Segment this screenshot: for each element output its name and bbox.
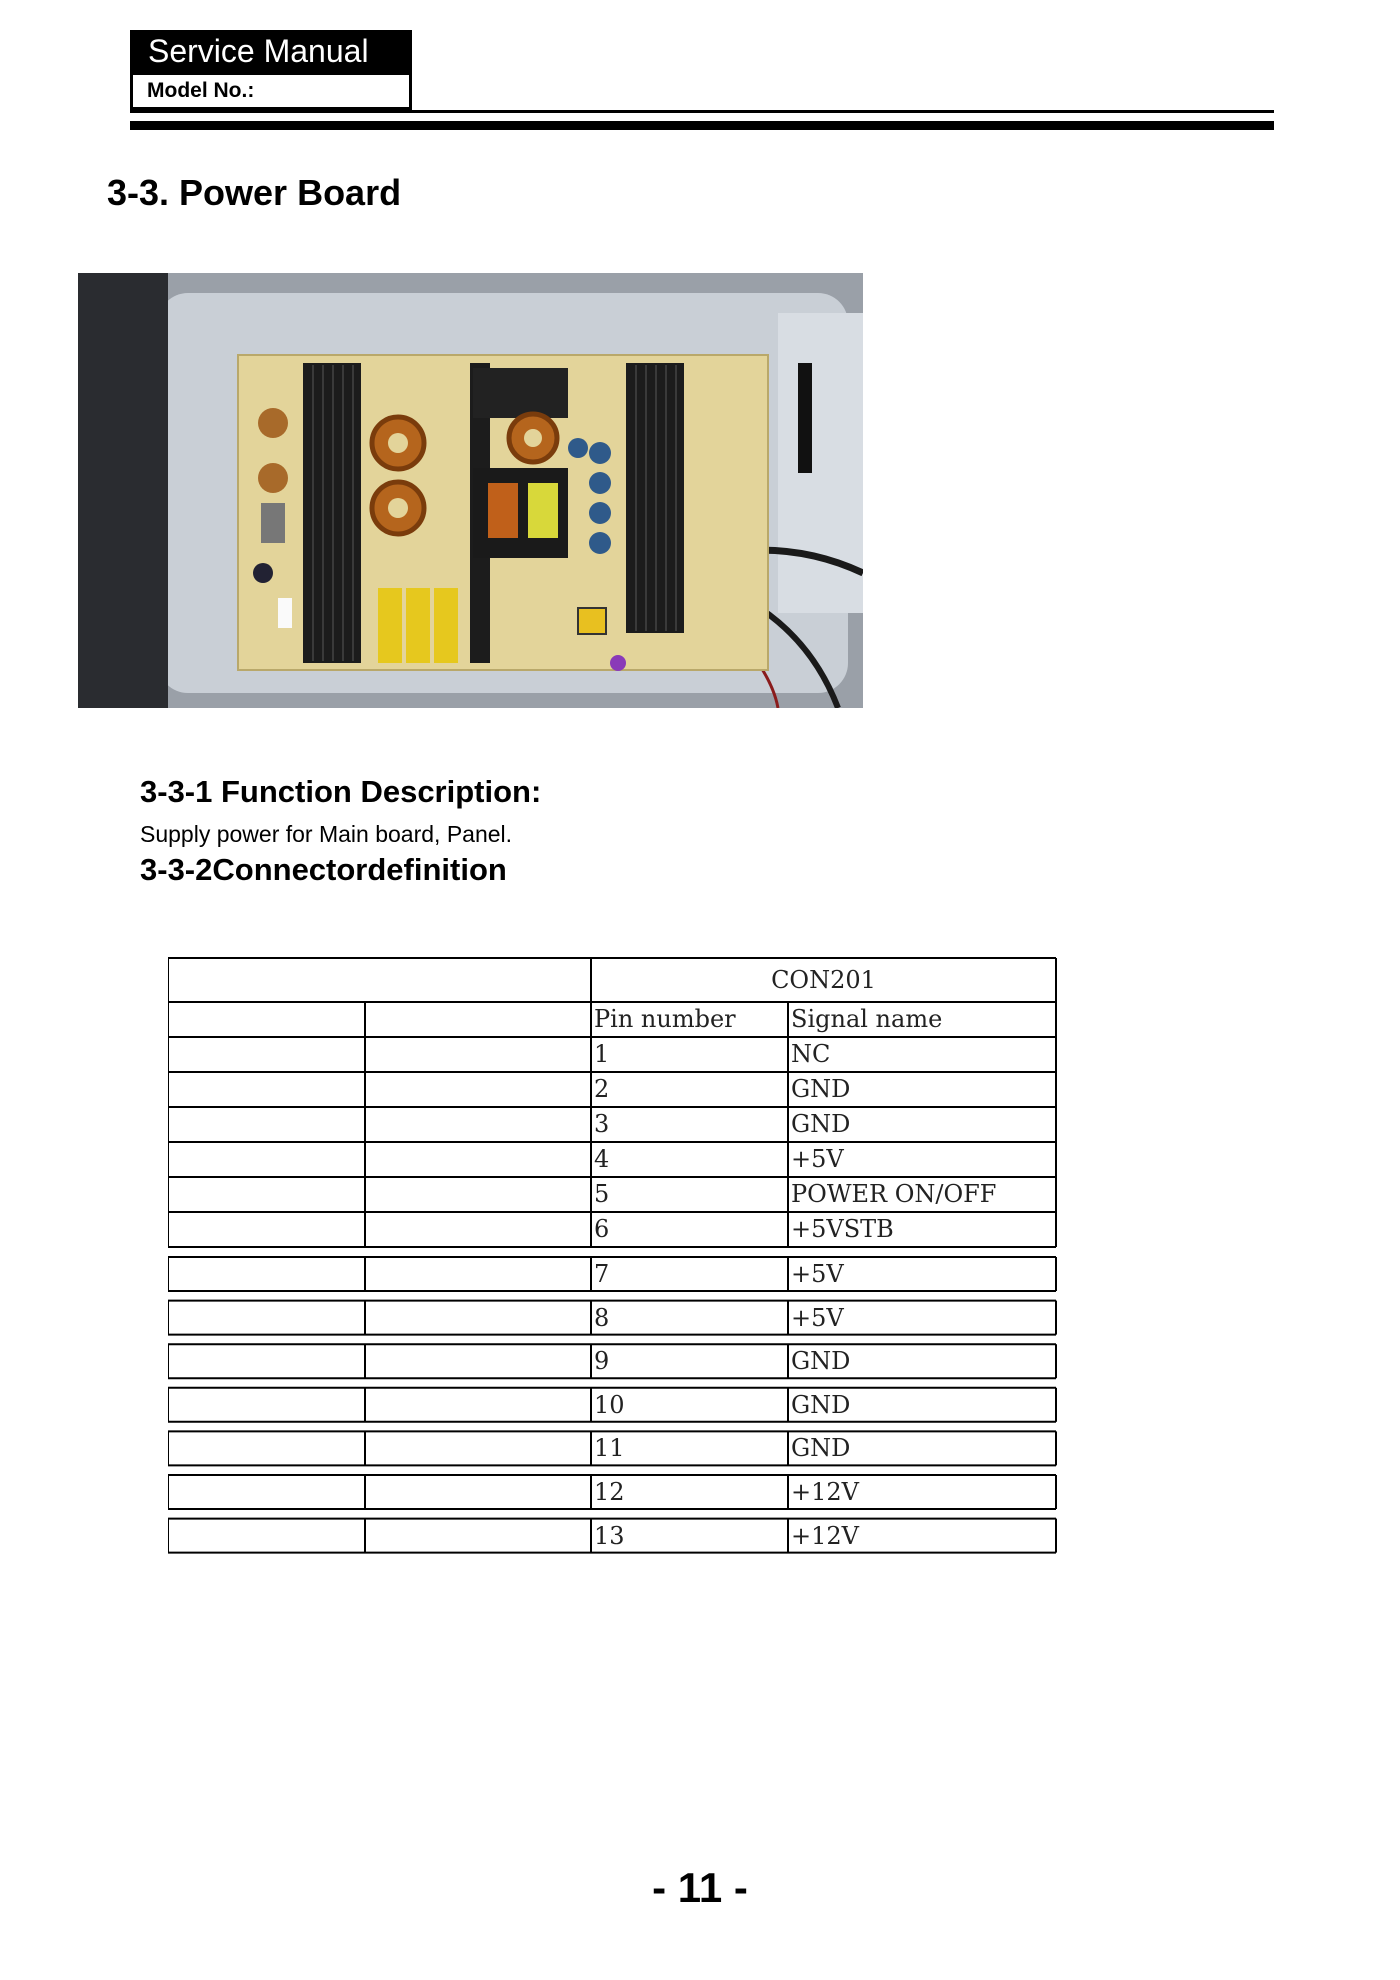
pin-number-header: Pin number — [594, 1005, 736, 1033]
pin-cell: 7 — [594, 1260, 610, 1288]
signal-cell: +5V — [791, 1260, 844, 1288]
pin-cell: 3 — [594, 1110, 610, 1138]
model-number-label: Model No.: — [130, 72, 412, 110]
pin-cell: 1 — [594, 1040, 610, 1068]
pin-cell: 2 — [594, 1075, 610, 1103]
signal-cell: GND — [791, 1347, 851, 1376]
signal-cell: +5VSTB — [791, 1215, 894, 1243]
manual-title: Service Manual — [130, 30, 412, 72]
header-rule-thin — [130, 110, 1274, 113]
pin-cell: 9 — [594, 1347, 610, 1376]
signal-cell: GND — [791, 1110, 851, 1138]
pin-cell: 4 — [594, 1145, 610, 1173]
connector-name: CON201 — [771, 966, 876, 994]
signal-cell: +5V — [791, 1303, 844, 1332]
header-rule-thick — [130, 121, 1274, 130]
pin-cell: 10 — [594, 1390, 625, 1419]
pin-cell: 8 — [594, 1303, 610, 1332]
signal-cell: GND — [791, 1075, 851, 1103]
signal-cell: +5V — [791, 1145, 844, 1173]
header-block — [130, 30, 412, 110]
signal-cell: GND — [791, 1434, 851, 1463]
connector-table — [168, 957, 1058, 1557]
page-number: - 11 - — [652, 1864, 748, 1911]
pin-cell: 5 — [594, 1180, 610, 1208]
pin-cell: 12 — [594, 1478, 625, 1506]
pin-cell: 11 — [594, 1434, 625, 1463]
signal-cell: POWER ON/OFF — [791, 1180, 997, 1208]
pin-cell: 6 — [594, 1215, 610, 1243]
signal-name-header: Signal name — [791, 1005, 943, 1033]
section-title: 3-3. Power Board — [107, 172, 402, 213]
connector-heading: 3-3-2Connectordefinition — [140, 852, 507, 887]
function-heading: 3-3-1 Function Description: — [140, 774, 542, 809]
power-board-photo — [78, 273, 863, 708]
pin-cell: 13 — [594, 1521, 625, 1550]
function-text: Supply power for Main board, Panel. — [140, 821, 513, 847]
signal-cell: +12V — [791, 1478, 859, 1506]
signal-cell: NC — [791, 1040, 831, 1068]
signal-cell: GND — [791, 1390, 851, 1419]
signal-cell: +12V — [791, 1521, 859, 1550]
